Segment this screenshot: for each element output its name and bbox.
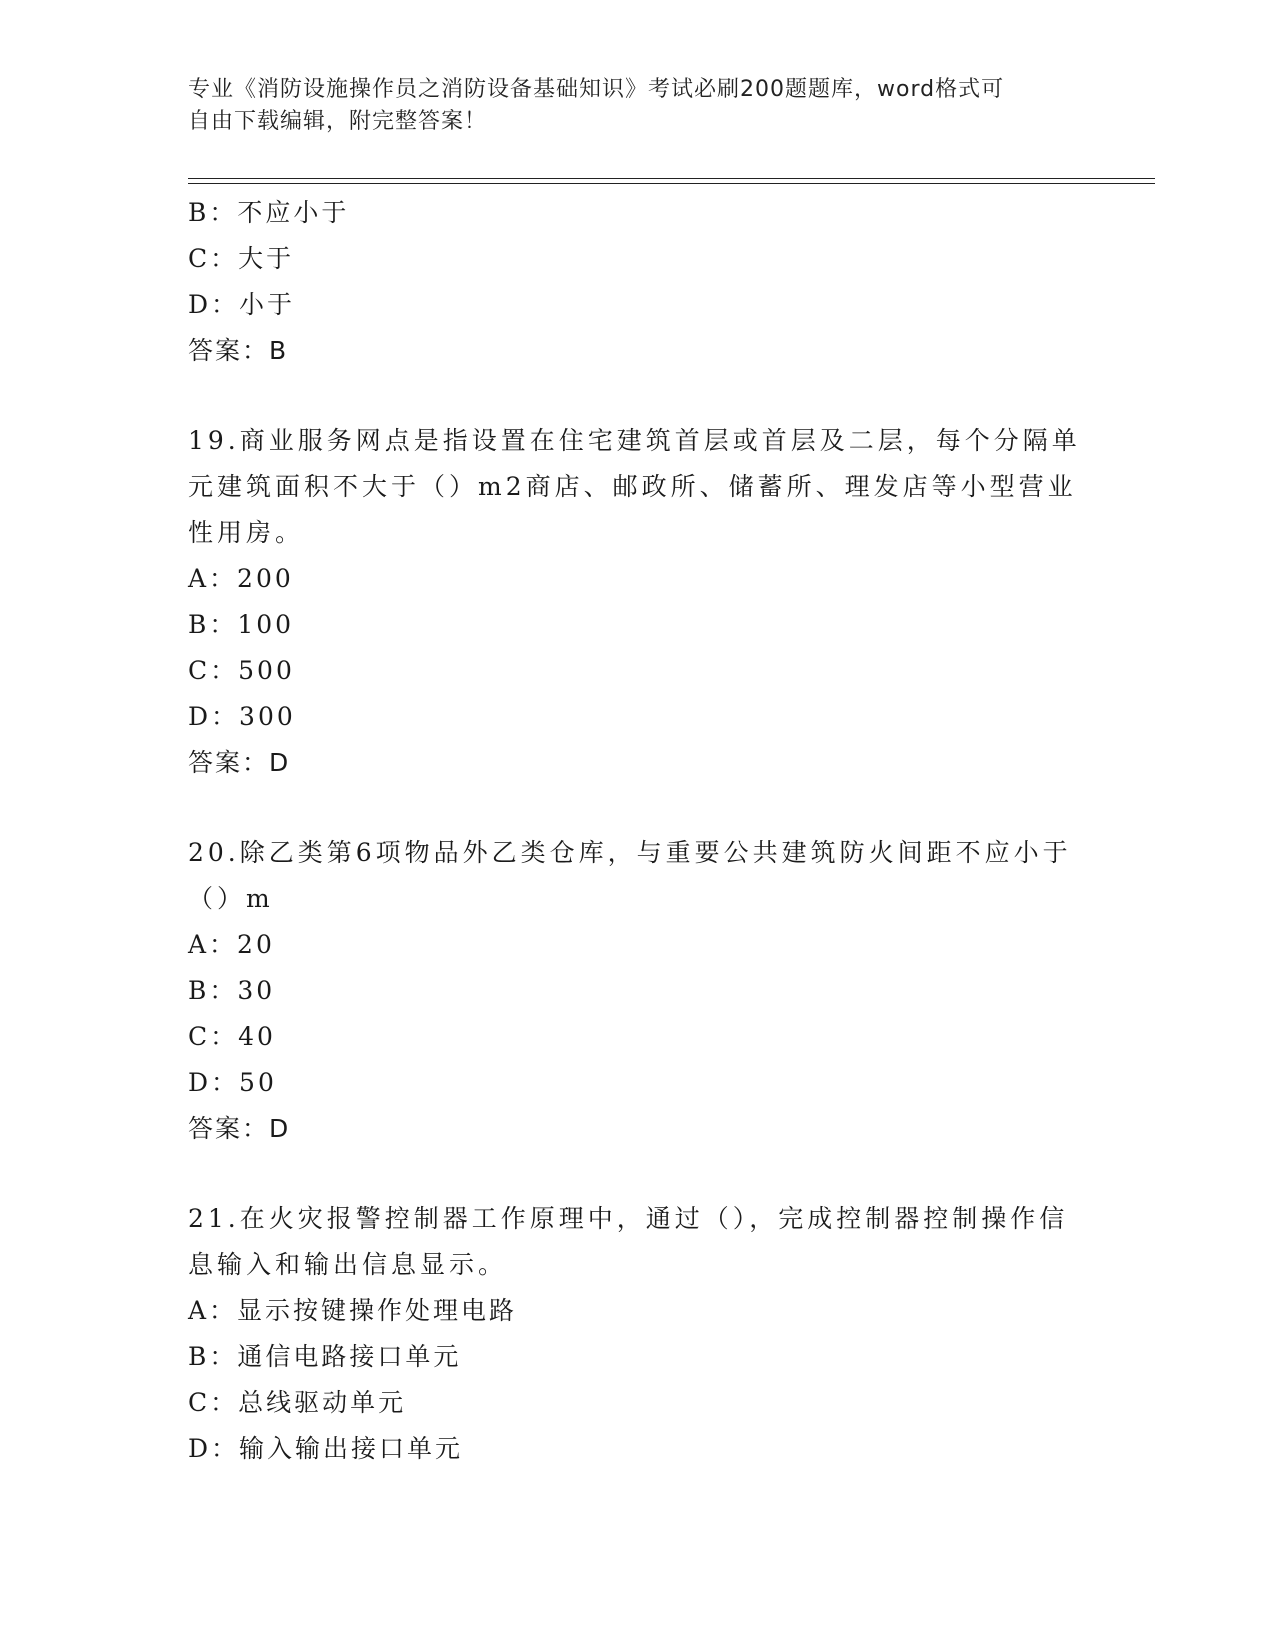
question-text-line: 20.除乙类第6项物品外乙类仓库，与重要公共建筑防火间距不应小于 <box>188 838 1072 867</box>
question-text-line: 19.商业服务网点是指设置在住宅建筑首层或首层及二层，每个分隔单 <box>188 426 1081 455</box>
option-d: D：300 <box>188 702 296 731</box>
question-text <box>188 1196 1088 1288</box>
header-rule-top <box>188 178 1155 179</box>
question-text-line: 21.在火灾报警控制器工作原理中，通过（），完成控制器控制操作信 <box>188 1204 1069 1233</box>
header-title-line-2: 自由下载编辑，附完整答案！ <box>188 109 488 134</box>
question-text-line: 息输入和输出信息显示。 <box>188 1250 508 1279</box>
question-text <box>188 418 1088 556</box>
question-continued <box>188 190 1088 374</box>
question-text <box>188 830 1088 922</box>
document-header <box>188 74 1088 138</box>
question-21 <box>188 1196 1088 1472</box>
header-rule-bottom <box>188 183 1155 184</box>
option-a: A：20 <box>188 930 275 959</box>
question-20 <box>188 830 1088 1152</box>
option-b: B：不应小于 <box>188 198 350 227</box>
option-d: D：50 <box>188 1068 277 1097</box>
option-a: A：200 <box>188 564 294 593</box>
answer-line: 答案：D <box>188 1114 291 1143</box>
question-19 <box>188 418 1088 786</box>
option-c: C：大于 <box>188 244 295 273</box>
option-b: B：100 <box>188 610 295 639</box>
question-list <box>188 190 1088 1472</box>
option-c: C：40 <box>188 1022 276 1051</box>
option-d: D：输入输出接口单元 <box>188 1434 464 1463</box>
option-b: B：30 <box>188 976 276 1005</box>
answer-line: 答案：D <box>188 748 291 777</box>
answer-line: 答案：B <box>188 336 289 365</box>
question-text-line: （）m <box>188 884 274 913</box>
option-c: C：500 <box>188 656 295 685</box>
question-text-line: 性用房。 <box>188 518 305 547</box>
header-title-line-1: 专业《消防设施操作员之消防设备基础知识》考试必刷200题题库，word格式可 <box>188 77 1005 102</box>
option-b: B：通信电路接口单元 <box>188 1342 462 1371</box>
option-c: C：总线驱动单元 <box>188 1388 407 1417</box>
question-text-line: 元建筑面积不大于（）m2商店、邮政所、储蓄所、理发店等小型营业 <box>188 472 1077 501</box>
option-a: A：显示按键操作处理电路 <box>188 1296 518 1325</box>
option-d: D：小于 <box>188 290 296 319</box>
